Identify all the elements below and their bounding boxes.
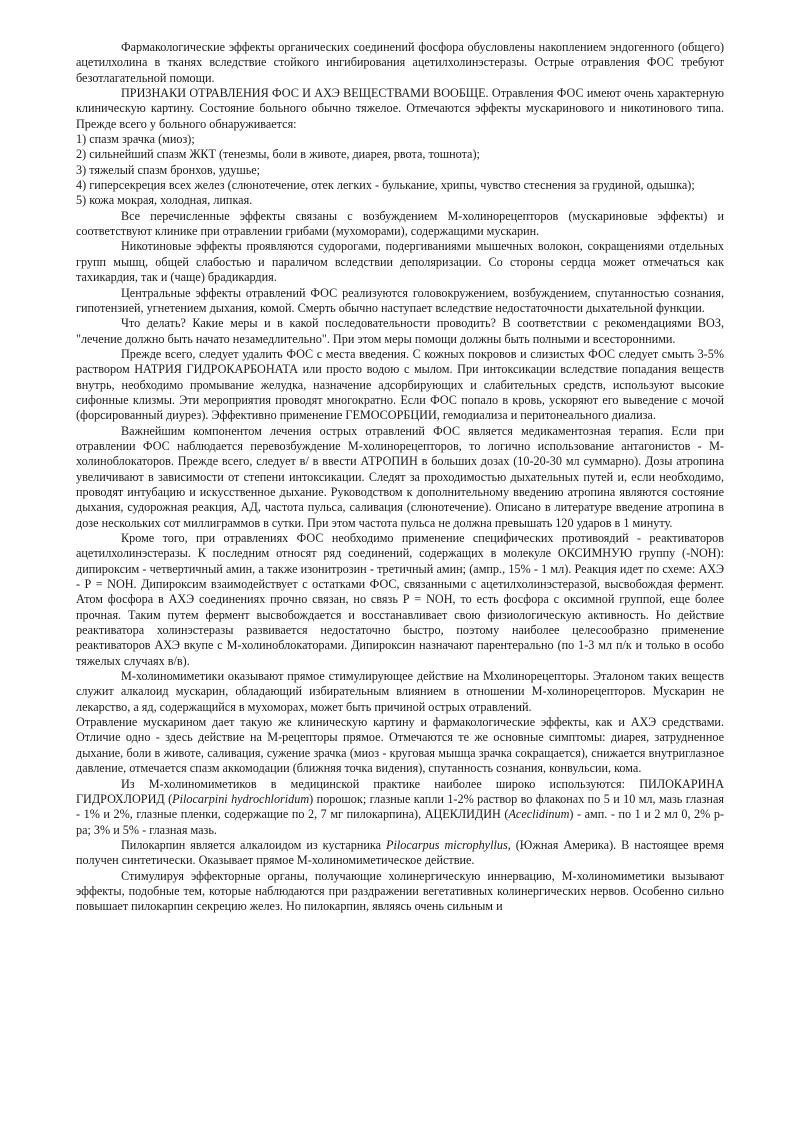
text-run: ) порошок; глазные капли 1-2% раствор во флаконах по 5 и 10 мл, мазь глазная - 1% и 2%, глазные пленки, содержащие по 2, 7 мг пилокарпина), АЦЕКЛИДИН (	[76, 791, 724, 822]
list-item: 3) тяжелый спазм бронхов, удушье;	[76, 162, 261, 177]
paragraph: Все перечисленные эффекты связаны с возбуждением М-холинорецепторов (мускариновые эффекты) и соответствуют клинике при отравлении грибами (мухоморами), содержащими мускарин.	[76, 208, 724, 239]
paragraph: Прежде всего, следует удалить ФОС с места введения. С кожных покровов и слизистых ФОС следует смыть 3-5% раствором НАТРИЯ ГИДРОКАРБОНАТА или просто водою с мылом. При интоксикации вследствие попадания веществ внутрь, необходимо промывание желудка, назначение адсорбирующих и слабительных средств, используют высокие сифонные клизмы. Эти мероприятия проводят многократно. Если ФОС попало в кровь, ускоряют его выведение с мочой (форсированный диурез). Эффективно применение ГЕМОСОРБЦИИ, гемодиализа и перитонеального диализа.	[76, 346, 724, 423]
list-item: 5) кожа мокрая, холодная, липкая.	[76, 193, 253, 208]
paragraph: ПРИЗНАКИ ОТРАВЛЕНИЯ ФОС И АХЭ ВЕЩЕСТВАМИ ВООБЩЕ. Отравления ФОС имеют очень характерную клиническую картину. Состояние больного обычно тяжелое. Отмечаются эффекты мускаринового и никотинового типа. Прежде всего у больного обнаруживается:	[76, 86, 724, 131]
text-run: ) - амп. - по 1 и 2 мл 0, 2% р-ра; 3% и 5% - глазная мазь.	[76, 807, 724, 837]
text-run: Из М-холиномиметиков в медицинской практике наиболее широко используются: ПИЛОКАРИНА ГИДРОХЛОРИД (	[76, 776, 724, 806]
paragraph: Что делать? Какие меры и в какой последовательности проводить? В соответствии с рекомендациями ВОЗ, "лечение должно быть начато незамедлительно". При этом меры помощи должны быть полными и всесторонними.	[76, 316, 724, 346]
list-item: 2) сильнейший спазм ЖКТ (тенезмы, боли в животе, диарея, рвота, тошнота);	[76, 147, 480, 162]
paragraph: Важнейшим компонентом лечения острых отравлений ФОС является медикаментозная терапия. Если при отравлении ФОС наблюдается перевозбуждение М-холинорецепторов, то логично использование антагонистов - М-холиноблокаторов. Прежде всего, следует в/ в ввести АТРОПИН в больших дозах (10-20-30 мл суммарно). Дозы атропина увеличивают в зависимости от степени интоксикации. Следят за проходимостью дыхательных путей и, если необходимо, проводят интубацию и искусственное дыхание. Руководством к дополнительному введению атропина являются состояние дыхания, судорожная реакция, АД, частота пульса, саливация (слюнотечение). Описано в литературе введение атропина в дозе нескольких сот миллиграммов в сутки. При этом частота пульса не должна превышать 120 ударов в 1 минуту.	[76, 423, 724, 530]
paragraph: Никотиновые эффекты проявляются судорогами, подергиваниями мышечных волокон, сокращениями отдельных групп мышц, общей слабостью и параличом вследствии деполяризации. Со стороны сердца может отмечаться как тахикардия, так и (чаще) брадикардия.	[76, 239, 724, 285]
latin-term: Pilocarpini hydrochloridum	[172, 791, 310, 806]
list-item: 4) гиперсекреция всех желез (слюнотечение, отек легких - булькание, хрипы, чувство стеснения за грудиной, одышка);	[76, 178, 695, 193]
text-run: , (Южная Америка). В настоящее время получен синтетически. Оказывает прямое М-холиномиметическое действие.	[76, 837, 724, 868]
paragraph	[76, 777, 724, 838]
paragraph: М-холиномиметики оказывают прямое стимулирующее действие на Мхолинорецепторы. Эталоном таких веществ служит алкалоид мускарин, обладающий избирательным влиянием в отношении М-холинорецепторов. Мускарин не лекарство, а яд, содержащийся в мухоморах, может быть причиной острых отравлений.	[76, 669, 724, 714]
paragraph: Центральные эффекты отравлений ФОС реализуются головокружением, возбуждением, спутанностью сознания, гипотензией, угнетением дыхания, комой. Смерть обычно наступает вследствие недостаточности дыхательной функции.	[76, 285, 724, 315]
paragraph	[76, 838, 724, 869]
paragraph: Кроме того, при отравлениях ФОС необходимо применение специфических противоядий - реактиваторов ацетилхолинэстеразы. К последним относят ряд соединений, содержащих в молекуле ОКСИМНУЮ группу (-NOH): дипироксим - четвертичный амин, а также изонитрозин - третичный амин; (ампр., 15% - 1 мл). Реакция идет по схеме: АХЭ - Р = NOH. Дипироксим взаимодействует с остатками ФОС, связанными с ацетилхолинэстеразой, высвобождая фермент. Атом фосфора в АХЭ соединениях прочно связан, но связь Р = NOH, то есть фосфора с оксимной группой, еще более прочная. Таким путем фермент высвобождается и восстанавливает свою физиологическую активность. Но действие реактиватора холинэстеразы развивается недостаточно быстро, поэтому наиболее целесообразно применение реактиваторов АХЭ вкупе с М-холиноблокаторами. Дипироксин назначают парентерально (по 1-3 мл п/к и только в особо тяжелых случаях в/в).	[76, 531, 724, 668]
latin-term: Aceclidinum	[508, 807, 570, 822]
paragraph: Стимулируя эффекторные органы, получающие холинергическую иннервацию, М-холиномиметики вызывают эффекты, подобные тем, которые наблюдаются при раздражении вегетативных колинергических нервов. Особенно сильно повышает пилокарпин секрецию желез. Но пилокарпин, являясь очень сильным и	[76, 868, 724, 914]
paragraph: Отравление мускарином дает такую же клиническую картину и фармакологические эффекты, как и АХЭ средствами. Отличие одно - здесь действие на М-рецепторы прямое. Отмечаются те же основные симптомы: диарея, затрудненное дыхание, боли в животе, саливация, сужение зрачка (миоз - круговая мышца зрачка сокращается), снижается внутриглазное давление, отмечается спазм аккомодации (ближняя точка видения), спутанность сознания, конвульсии, кома.	[76, 715, 724, 776]
text-run: Пилокарпин является алкалоидом из кустарника	[121, 837, 387, 852]
latin-term: Pilocarpus microphyllus	[386, 837, 508, 852]
list-item: 1) спазм зрачка (миоз);	[76, 132, 195, 147]
paragraph: Фармакологические эффекты органических соединений фосфора обусловлены накоплением эндогенного (общего) ацетилхолина в тканях вследствие стойкого ингибирования ацетилхолинэстеразы. Острые отравления ФОС требуют безотлагательной помощи.	[76, 40, 724, 85]
